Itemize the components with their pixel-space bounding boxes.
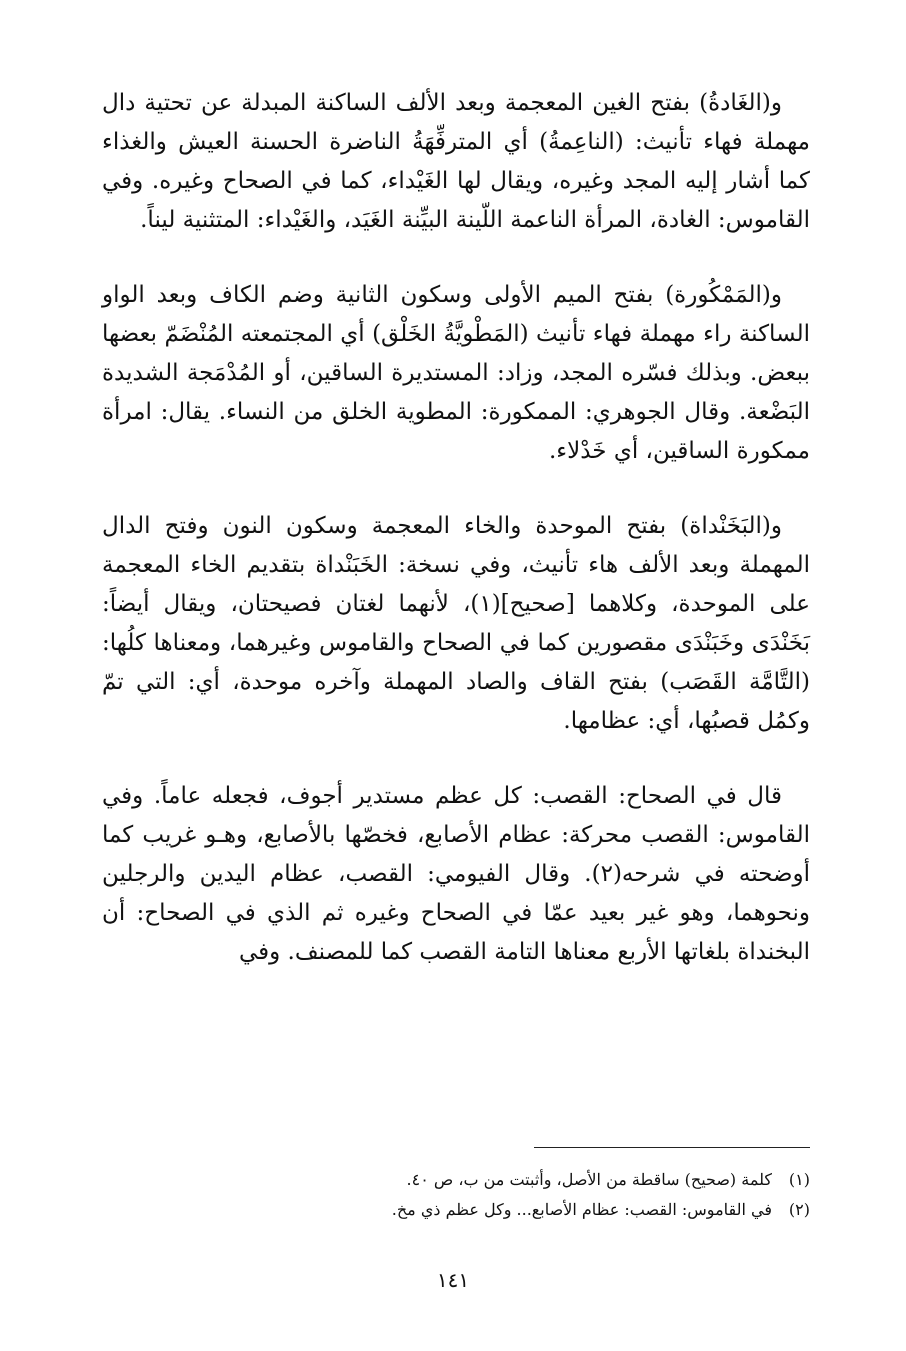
- footnote-divider: [534, 1147, 810, 1148]
- footnote-2: [200, 1195, 810, 1225]
- paragraph-bakhandah: و(البَخَنْداة) بفتح الموحدة والخاء المعجمة وسكون النون وفتح الدال المهملة وبعد الألف هاء تأنيث، وفي نسخة: الخَبَنْداة بتقديم الخاء المعجمة على الموحدة، وكلاهما [صحيح](١)، لأنهما لغتان فصيحتان، ويقال أيضاً: بَخَنْدَى وخَبَنْدَى مقصورين كما في الصحاح والقاموس وغيرهما، ومعناها كلُها: (التَّامَّة القَصَب) بفتح القاف والصاد المهملة وآخره موحدة، أي: التي تمّ وكمُل قصبُها، أي: عظامها.: [102, 513, 810, 734]
- footnote-number: (٢): [788, 1200, 810, 1219]
- paragraph-mamkura: و(المَمْكُورة) بفتح الميم الأولى وسكون الثانية وضم الكاف وبعد الواو الساكنة راء مهملة فهاء تأنيث (المَطْويَّةُ الخَلْق) أي المجتمعته المُنْضَمّ بعضها ببعض. وبذلك فسّره المجد، وزاد: المستديرة الساقين، أو المُدْمَجة الشديدة البَضْعة. وقال الجوهري: الممكورة: المطوية الخلق من النساء. يقال: امرأة ممكورة الساقين، أي خَدْلاء.: [102, 282, 810, 464]
- footnote-text: كلمة (صحيح) ساقطة من الأصل، وأثبتت من ب، ص ٤٠.: [406, 1170, 772, 1189]
- footnotes: [200, 1165, 810, 1225]
- footnote-1: [200, 1165, 810, 1195]
- paragraph-qasab: قال في الصحاح: القصب: كل عظم مستدير أجوف، فجعله عاماً. وفي القاموس: القصب محركة: عظام الأصابع، فخصّها بالأصابع، وهـو غريب كما أوضحته في شرحه(٢). وقال الفيومي: القصب، عظام اليدين والرجلين ونحوهما، وهو غير بعيد عمّا في الصحاح وغيره ثم الذي في الصحاح: أن البخنداة بلغاتها الأربع معناها التامة القصب كما للمصنف. وفي: [102, 783, 811, 965]
- footnote-number: (١): [788, 1170, 810, 1189]
- footnote-text: في القاموس: القصب: عظام الأصابع... وكل عظم ذي مخ.: [391, 1200, 772, 1219]
- main-text: [102, 84, 810, 972]
- page-number: ١٤١: [436, 1268, 470, 1292]
- paragraph-ghada: و(الغَادةُ) بفتح الغين المعجمة وبعد الألف الساكنة المبدلة عن تحتية دال مهملة فهاء تأنيث: (الناعِمةُ) أي المترفِّهَةُ الناضرة الحسنة العيش والغذاء كما أشار إليه المجد وغيره، ويقال لها الغَيْداء، كما في الصحاح وغيره. وفي القاموس: الغادة، المرأة الناعمة اللّينة البيِّنة الغَيَد، والغَيْداء: المتثنية ليناً.: [102, 90, 810, 233]
